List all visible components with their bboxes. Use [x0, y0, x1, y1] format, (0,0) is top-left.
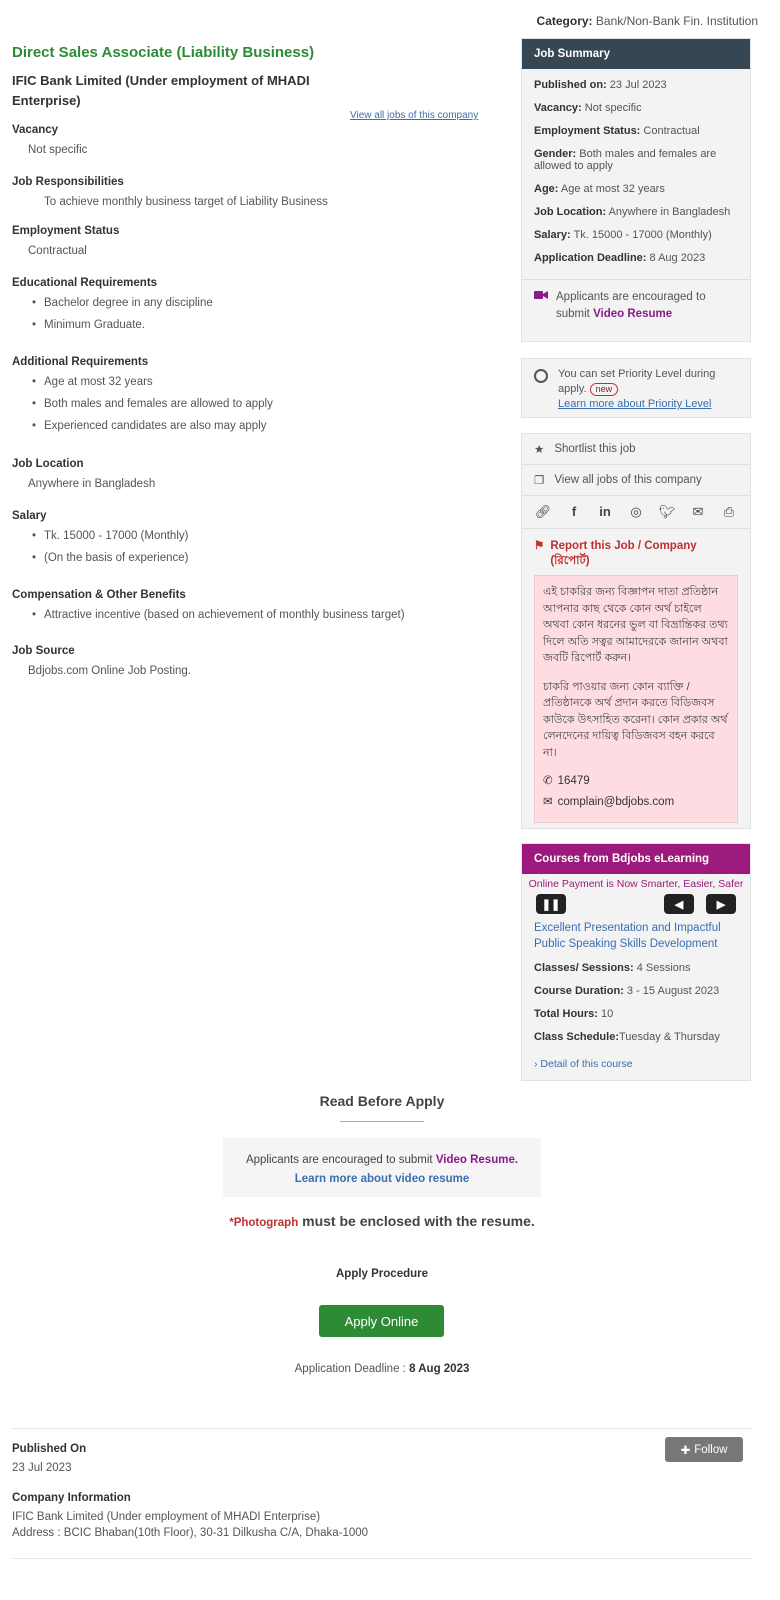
star-icon: ★	[534, 444, 545, 456]
list-item: • (On the basis of experience)	[32, 552, 482, 564]
video-resume-notice: Applicants are encouraged to submit Video Resume	[522, 279, 750, 333]
priority-link[interactable]: Learn more about Priority Level	[558, 398, 712, 410]
course-row: Total Hours: 10	[534, 1008, 614, 1020]
course-detail-link[interactable]: › Detail of this course	[534, 1058, 633, 1070]
course-row: Classes/ Sessions: 4 Sessions	[534, 962, 691, 974]
summary-row: Age: Age at most 32 years	[534, 183, 665, 195]
phone-contact: ✆ 16479	[543, 773, 729, 790]
priority-icon	[534, 369, 548, 383]
responsibilities-section	[12, 176, 482, 208]
vacancy-heading: Vacancy	[12, 124, 59, 136]
category	[537, 14, 758, 28]
priority-card	[521, 358, 751, 418]
payment-marquee: Online Payment is Now Smarter, Easier, Safer	[528, 878, 744, 890]
summary-row: Employment Status: Contractual	[534, 125, 700, 137]
employment-status-heading: Employment Status	[12, 225, 120, 237]
flag-icon: ⚑	[534, 540, 545, 552]
pause-button[interactable]: ❚❚	[536, 894, 566, 914]
job-details	[12, 44, 492, 677]
company-info-address: Address : BCIC Bhaban(10th Floor), 30-31 Dilkusha C/A, Dhaka-1000	[12, 1527, 369, 1539]
envelope-icon: ✉	[543, 795, 553, 808]
list-item: • Both males and females are allowed to apply	[32, 398, 482, 410]
list-item: • Minimum Graduate.	[32, 319, 482, 331]
vacancy-value: Not specific	[28, 144, 88, 156]
video-camera-icon	[534, 289, 548, 323]
responsibilities-value: To achieve monthly business target of Liability Business	[44, 196, 328, 208]
list-item: • Age at most 32 years	[32, 376, 482, 388]
job-summary-card	[521, 38, 751, 342]
learn-video-resume-link[interactable]: Learn more about video resume	[294, 1173, 470, 1185]
facebook-icon[interactable]: f	[571, 504, 577, 519]
salary-heading: Salary	[12, 510, 47, 522]
location-heading: Job Location	[12, 458, 84, 470]
warning-text: চাকরি পাওয়ার জন্য কোন ব্যাক্তি / প্রতিষ্ঠানকে অর্থ প্রদান করতে বিডিজবস কাউকে উৎসাহিত করেনা। কোন প্রকার অর্থ লেনদেনের দায়িত্ব বিডিজবস বহন করবে না।	[543, 680, 728, 759]
application-deadline: Application Deadline : 8 Aug 2023	[294, 1363, 470, 1375]
new-badge: new	[590, 383, 619, 396]
courses-card	[521, 843, 751, 1081]
twitter-icon[interactable]: 🐦︎	[658, 504, 676, 519]
chevron-right-icon: ›	[534, 1058, 538, 1070]
source-section	[12, 645, 482, 677]
location-section	[12, 458, 482, 490]
link-icon[interactable]: 🔗︎	[534, 504, 552, 519]
source-heading: Job Source	[12, 645, 75, 657]
summary-row: Job Location: Anywhere in Bangladesh	[534, 206, 731, 218]
phone-icon: ✆	[543, 775, 553, 787]
report-link[interactable]: ⚑ Report this Job / Company (রিপোর্ট)	[534, 540, 697, 567]
course-row: Class Schedule:Tuesday & Thursday	[534, 1031, 720, 1043]
job-summary-title: Job Summary	[522, 39, 750, 69]
list-item: • Bachelor degree in any discipline	[32, 297, 482, 309]
published-value: 23 Jul 2023	[12, 1462, 72, 1474]
apply-procedure-heading: Apply Procedure	[335, 1268, 429, 1280]
plus-icon: ✚	[680, 1444, 691, 1457]
additional-heading: Additional Requirements	[12, 356, 149, 368]
photograph-notice: *Photograph must be enclosed with the resume.	[229, 1213, 535, 1229]
summary-row: Published on: 23 Jul 2023	[534, 79, 667, 91]
copy-icon: ❐	[534, 475, 545, 487]
company-name: IFIC Bank Limited (Under employment of MHADI Enterprise)	[12, 73, 310, 108]
benefits-heading: Compensation & Other Benefits	[12, 589, 186, 601]
category-value: Bank/Non-Bank Fin. Institution	[595, 14, 758, 28]
view-all-jobs-button[interactable]: ❐ View all jobs of this company	[522, 465, 750, 496]
view-all-jobs-link[interactable]: View all jobs of this company	[350, 110, 479, 121]
additional-section	[12, 356, 482, 442]
fraud-warning	[534, 575, 738, 823]
salary-section	[12, 510, 482, 574]
category-label: Category:	[536, 14, 593, 28]
email-contact: ✉ complain@bdjobs.com	[543, 794, 729, 811]
divider	[340, 1121, 424, 1122]
summary-row: Salary: Tk. 15000 - 17000 (Monthly)	[534, 229, 712, 241]
follow-button[interactable]: ✚ Follow	[665, 1437, 743, 1462]
share-bar	[522, 496, 750, 529]
warning-text: এই চাকরির জন্য বিজ্ঞাপন দাতা প্রতিষ্ঠান আপনার কাছ থেকে কোন অর্থ চাইলে অথবা কোন ধরনের ভুল বা বিভ্রান্তিকর তথ্য দিলে অতি সত্বর আমাদেরকে জানান অথবা জবটি রিপোর্ট করুন।	[543, 586, 728, 664]
vacancy-section	[12, 124, 482, 156]
whatsapp-icon[interactable]: ◎	[630, 504, 642, 519]
source-value: Bdjobs.com Online Job Posting.	[28, 665, 192, 677]
video-resume-link[interactable]: Video Resume	[593, 308, 673, 320]
job-title: Direct Sales Associate (Liability Business)	[12, 44, 315, 61]
prev-button[interactable]: ◀	[664, 894, 694, 914]
education-heading: Educational Requirements	[12, 277, 158, 289]
course-title-link[interactable]: Excellent Presentation and Impactful Public Speaking Skills Development	[534, 922, 721, 950]
employment-status-section	[12, 225, 482, 257]
list-item: • Attractive incentive (based on achievement of monthly business target)	[32, 609, 482, 621]
published-heading: Published On	[12, 1443, 87, 1455]
priority-text: You can set Priority Level during apply.	[558, 368, 716, 395]
linkedin-icon[interactable]: in	[599, 504, 611, 519]
courses-title: Courses from Bdjobs eLearning	[522, 844, 750, 874]
read-before-apply-title: Read Before Apply	[319, 1093, 445, 1109]
responsibilities-heading: Job Responsibilities	[12, 176, 124, 188]
summary-row: Gender: Both males and females are allowed to apply	[534, 148, 717, 172]
shortlist-button[interactable]: ★ Shortlist this job	[522, 434, 750, 465]
email-icon[interactable]: ✉	[692, 504, 704, 519]
summary-row: Vacancy: Not specific	[534, 102, 642, 114]
benefits-section	[12, 589, 482, 631]
education-section	[12, 277, 482, 341]
employment-status-value: Contractual	[28, 245, 87, 257]
location-value: Anywhere in Bangladesh	[28, 478, 156, 490]
divider	[12, 1428, 752, 1429]
list-item: • Tk. 15000 - 17000 (Monthly)	[32, 530, 482, 542]
list-item: • Experienced candidates are also may apply	[32, 420, 482, 432]
divider	[12, 1558, 752, 1559]
course-row: Course Duration: 3 - 15 August 2023	[534, 985, 720, 997]
video-resume-link[interactable]: Video Resume.	[435, 1154, 519, 1166]
print-icon[interactable]: ⎙	[723, 504, 735, 519]
actions-card	[521, 433, 751, 829]
next-button[interactable]: ▶	[706, 894, 736, 914]
summary-row: Application Deadline: 8 Aug 2023	[534, 252, 706, 264]
company-info-heading: Company Information	[12, 1492, 131, 1504]
video-resume-box: Applicants are encouraged to submit Video Resume. Learn more about video resume	[223, 1138, 541, 1197]
company-info-name: IFIC Bank Limited (Under employment of MHADI Enterprise)	[12, 1511, 321, 1523]
apply-online-button[interactable]: Apply Online	[319, 1305, 444, 1337]
